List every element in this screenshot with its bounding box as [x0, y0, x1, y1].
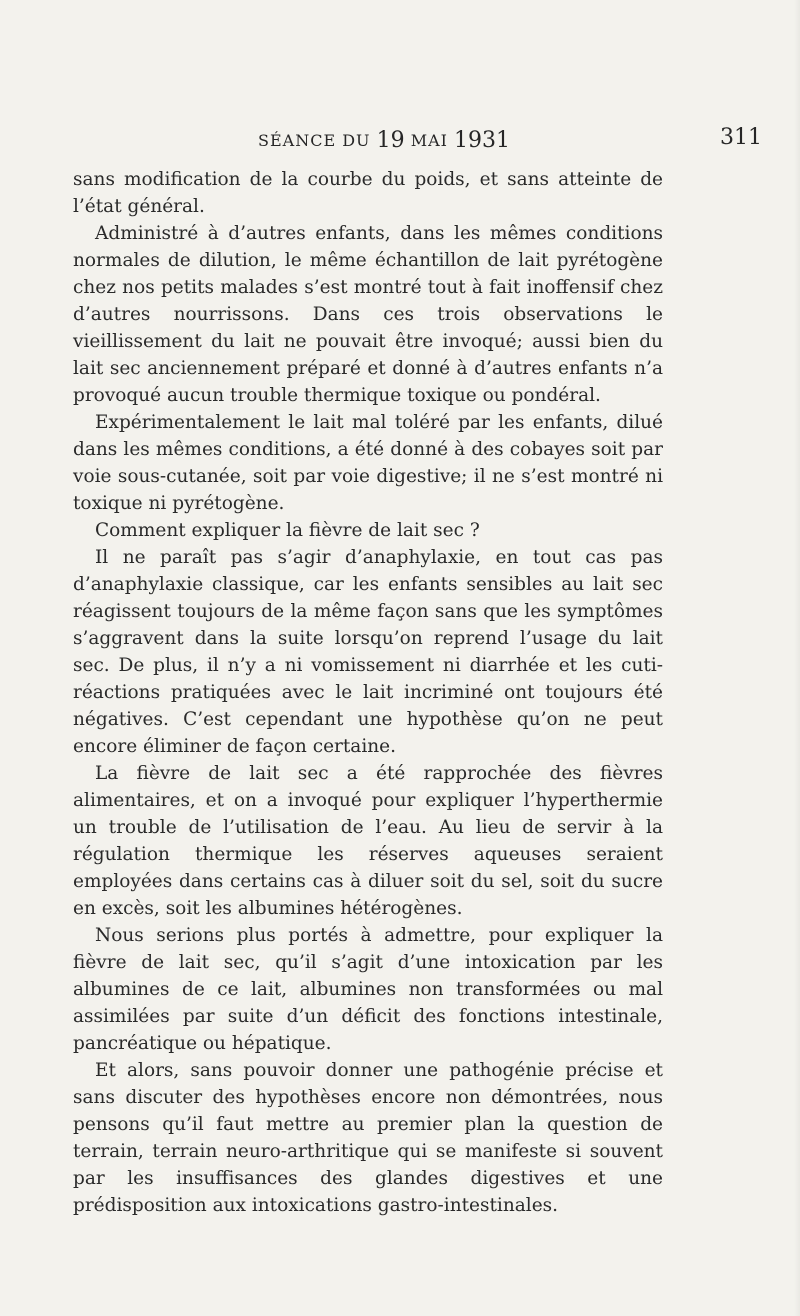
page-number: 311	[720, 125, 762, 150]
paragraph: Expérimentalement le lait mal toléré par les enfants, dilué dans les mêmes conditions, a été donné à des cobayes soit par voie sous-cutanée, soit par voie digestive; il ne s’est montré ni toxique ni pyrétogène.	[73, 412, 663, 514]
running-head-month: MAI	[404, 131, 455, 150]
paragraph: Nous serions plus portés à admettre, pour expliquer la fièvre de lait sec, qu’il s’agit d’une intoxication par les albumines de ce lait, albumines non transformées ou mal assimilées par suite d’un déficit des fonctions intestinale, pancréatique ou hépatique.	[73, 925, 663, 1054]
paragraph: Et alors, sans pouvoir donner une pathogénie précise et sans discuter des hypothèses encore non démontrées, nous pensons qu’il faut mettre au premier plan la question de terrain, terrain neuro-arthritique qui se manifeste si souvent par les insuffisances des glandes digestives et une prédisposition aux intoxications gastro-intestinales.	[73, 1060, 663, 1216]
paragraph: La fièvre de lait sec a été rapprochée des fièvres alimentaires, et on a invoqué pour expliquer l’hyperthermie un trouble de l’utilisation de l’eau. Au lieu de servir à la régulation thermique les réserves aqueuses seraient employées dans certains cas à diluer soit du sel, soit du sucre en excès, soit les albumines hétérogènes.	[73, 763, 663, 919]
paragraph: Administré à d’autres enfants, dans les mêmes conditions normales de dilution, le même échantillon de lait pyrétogène chez nos petits malades s’est montré tout à fait inoffensif chez d’autres nourrissons. Dans ces trois observations le vieillissement du lait ne pouvait être invoqué; aussi bien du lait sec anciennement préparé et donné à d’autres enfants n’a provoqué aucun trouble thermique toxique ou pondéral.	[73, 223, 663, 406]
running-head-year: 1931	[454, 128, 511, 153]
paragraph: Il ne paraît pas s’agir d’anaphylaxie, en tout cas pas d’anaphylaxie classique, car les enfants sensibles au lait sec réagissent toujours de la même façon sans que les symptômes s’aggravent dans la suite lorsqu’on reprend l’usage du lait sec. De plus, il n’y a ni vomissement ni diarrhée et les cuti-réactions pratiquées avec le lait incriminé ont toujours été négatives. C’est cependant une hypothèse qu’on ne peut encore éliminer de façon certaine.	[73, 547, 663, 757]
paper-edge	[794, 0, 800, 1316]
body-text	[73, 166, 663, 1219]
running-head-day: 19	[376, 128, 405, 153]
running-head-title	[258, 128, 510, 153]
running-head	[70, 124, 762, 158]
running-head-prefix: SÉANCE DU	[258, 131, 377, 150]
paragraph-question: Comment expliquer la fièvre de lait sec ?	[95, 520, 480, 541]
paragraph-continued: sans modification de la courbe du poids, et sans atteinte de l’état général.	[73, 169, 663, 217]
